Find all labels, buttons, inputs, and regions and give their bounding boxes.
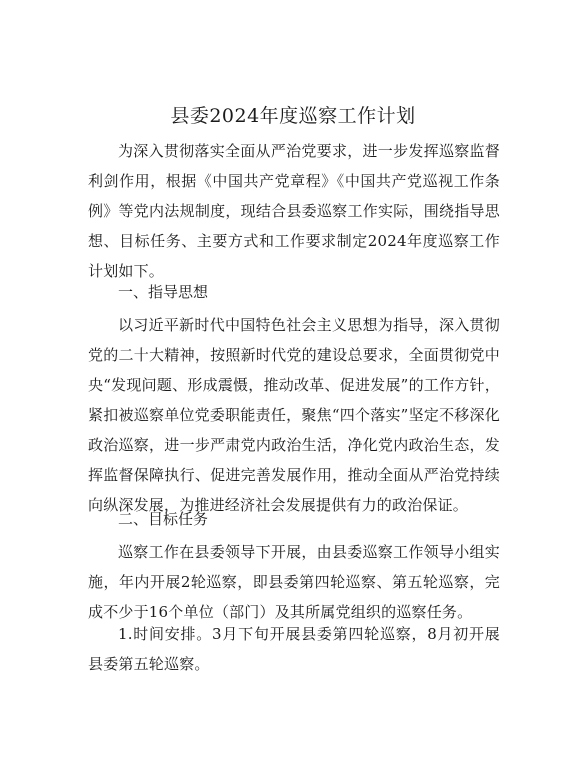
section-heading-objectives: 二、目标任务 (118, 510, 209, 528)
schedule-paragraph: 1.时间安排。3月下旬开展县委第四轮巡察，8月初开展县委第五轮巡察。 (88, 625, 500, 673)
intro-paragraph: 为深入贯彻落实全面从严治党要求，进一步发挥巡察监督利剑作用，根据《中国共产党章程》《中国共产党巡视工作条例》等党内法规制度，现结合县委巡察工作实际，围绕指导思想、目标任务、主要方式和工作要求制定2024年度巡察工作计划如下。 (88, 142, 500, 280)
document-title: 县委2024年度巡察工作计划 (170, 105, 416, 127)
objectives-paragraph: 巡察工作在县委领导下开展，由县委巡察工作领导小组实施，年内开展2轮巡察，即县委第四轮巡察、第五轮巡察，完成不少于16个单位（部门）及其所属党组织的巡察任务。 (88, 543, 500, 621)
section-heading-guiding-ideology: 一、指导思想 (118, 283, 209, 301)
guiding-ideology-paragraph: 以习近平新时代中国特色社会主义思想为指导，深入贯彻党的二十大精神，按照新时代党的建设总要求，全面贯彻党中央“发现问题、形成震慑，推动改革、促进发展”的工作方针，紧扣被巡察单位党委职能责任，聚焦“四个落实”坚定不移深化政治巡察，进一步严肃党内政治生活，净化党内政治生态，发挥监督保障执行、促进完善发展作用，推动全面从严治党持续向纵深发展，为推进经济社会发展提供有力的政治保证。 (88, 316, 500, 514)
